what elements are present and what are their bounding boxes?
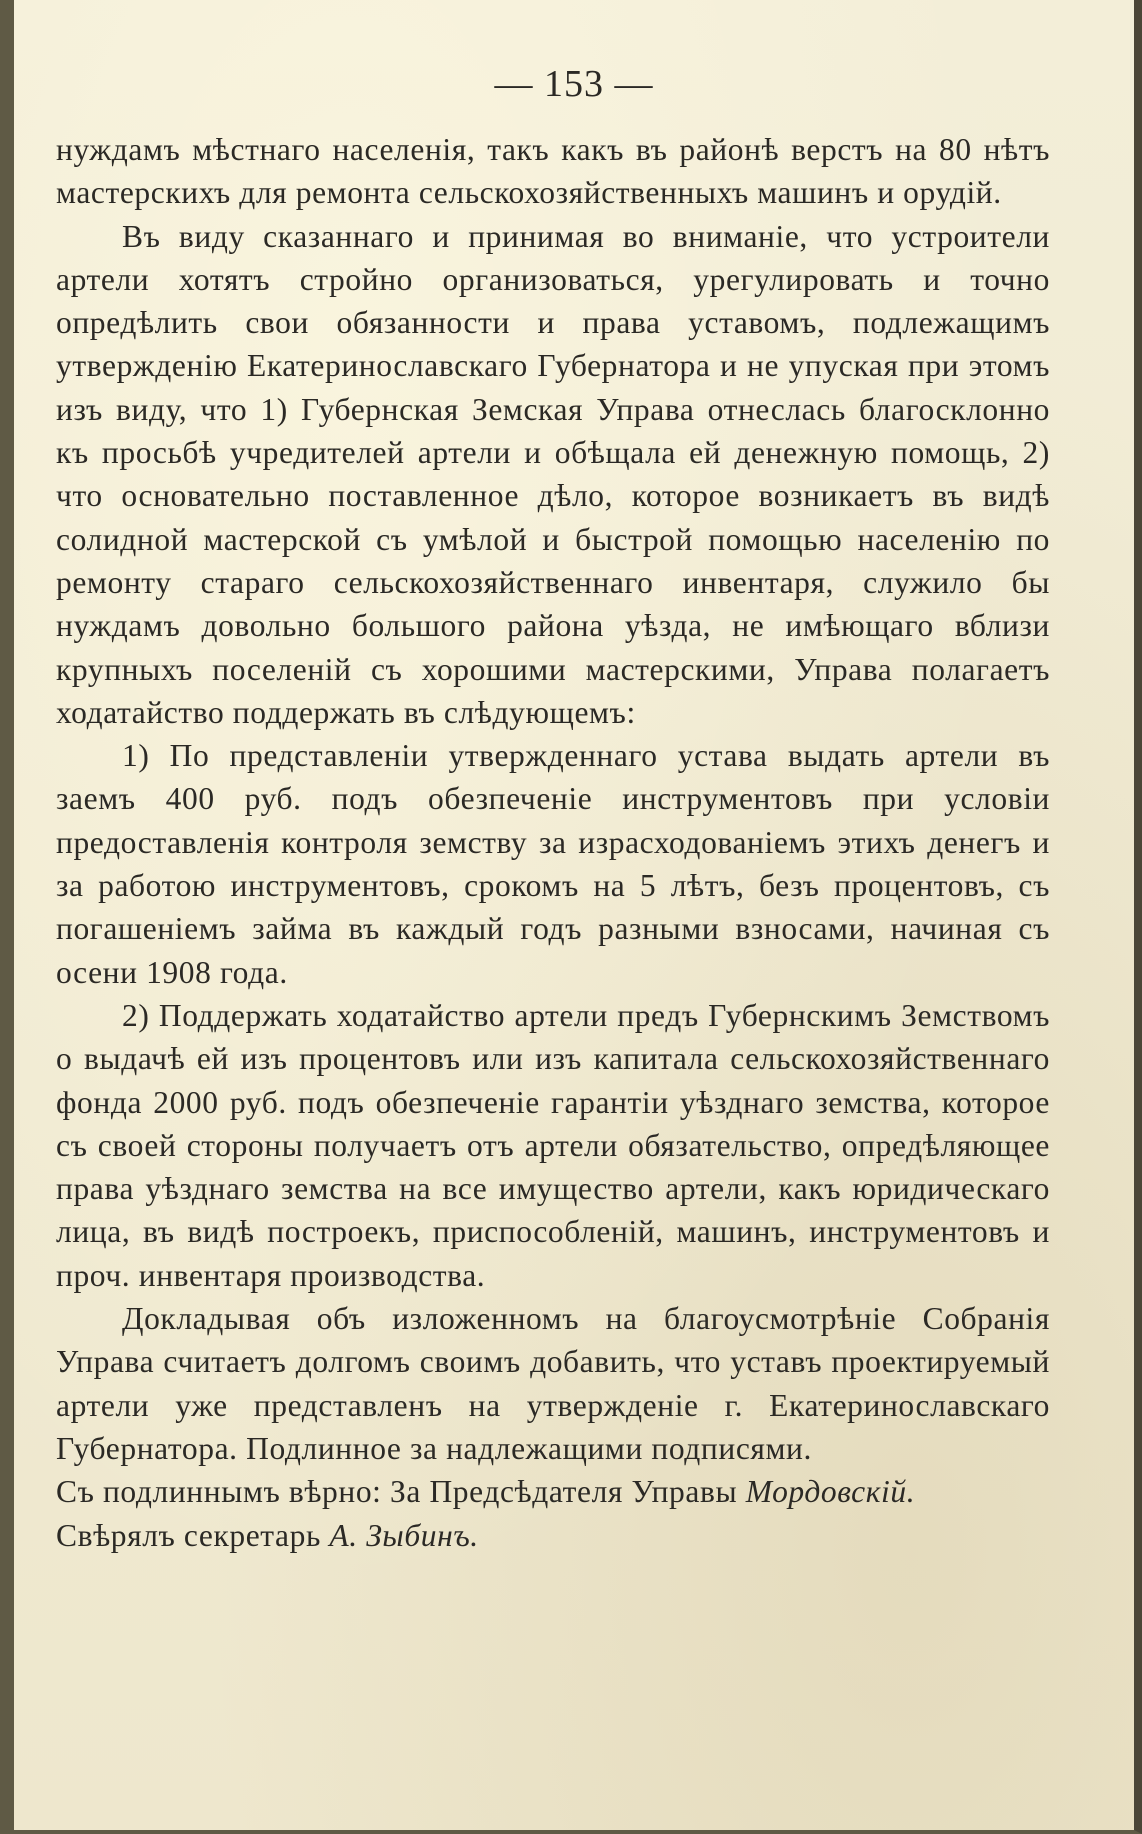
signature-line-secretary-text: Свѣрялъ секретарь — [56, 1517, 330, 1553]
paragraph-point-2: 2) Поддержать ходатайство артели предъ Губернскимъ Земствомъ о выдачѣ ей изъ процентовъ или изъ капитала сельскохозяйственнаго фонда 2000 руб. подъ обезпеченіе гарантіи уѣзднаго земства, которое съ своей стороны получаетъ отъ артели обязательство, опредѣляющее права уѣзднаго земства на все имущество артели, какъ юридическаго лица, въ видѣ построекъ, приспособленій, машинъ, инструментовъ и проч. инвентаря производства. — [56, 997, 1050, 1293]
signature-line-chairman-text: Съ подлиннымъ вѣрно: За Предсѣдателя Управы — [56, 1474, 746, 1510]
signature-line-secretary — [56, 1514, 1050, 1557]
paragraph-continuation: нуждамъ мѣстнаго населенія, такъ какъ въ районѣ верстъ на 80 нѣтъ мастерскихъ для ремонта сельскохозяйственныхъ машинъ и орудій. — [56, 132, 1050, 211]
paragraph-point-1: 1) По представленіи утвержденнаго устава выдать артели въ заемъ 400 руб. подъ обезпеченіе инструментовъ при условіи предоставленія контроля земству за израсходованіемъ этихъ денегъ и за работою инструментовъ, срокомъ на 5 лѣтъ, безъ процентовъ, съ погашеніемъ займа въ каждый годъ разными взносами, начиная съ осени 1908 года. — [56, 738, 1050, 990]
signature-line-chairman — [56, 1470, 1050, 1513]
body-text — [56, 128, 1050, 1557]
paragraph-considerations: Въ виду сказаннаго и принимая во вниманіе, что устроители артели хотятъ стройно организоваться, урегулировать и точно опредѣлить свои обязанности и права уставомъ, подлежащимъ утвержденію Екатеринославскаго Губернатора и не упуская при этомъ изъ виду, что 1) Губернская Земская Управа отнеслась благосклонно къ просьбѣ учредителей артели и обѣщала ей денежную помощь, 2) что основательно поставленное дѣло, которое возникаетъ въ видѣ солидной мастерской съ умѣлой и быстрой помощью населенію по ремонту стараго сельскохозяйственнаго инвентаря, служило бы нуждамъ довольно большого района уѣзда, не имѣющаго вблизи крупныхъ поселеній съ хорошими мастерскими, Управа полагаетъ ходатайство поддержать въ слѣдующемъ: — [56, 218, 1050, 730]
page-number: — 153 — — [494, 63, 654, 105]
paragraph-report: Докладывая объ изложенномъ на благоусмотрѣніе Собранія Управа считаетъ долгомъ своимъ добавить, что уставъ проектируемый артели уже представленъ на утвержденіе г. Екатеринославскаго Губернатора. Подлинное за надлежащими подписями. — [56, 1301, 1050, 1466]
signature-block — [56, 1470, 1050, 1557]
signature-secretary-name: А. Зыбинъ. — [329, 1517, 479, 1553]
signature-chairman-name: Мордовскій. — [745, 1474, 916, 1510]
